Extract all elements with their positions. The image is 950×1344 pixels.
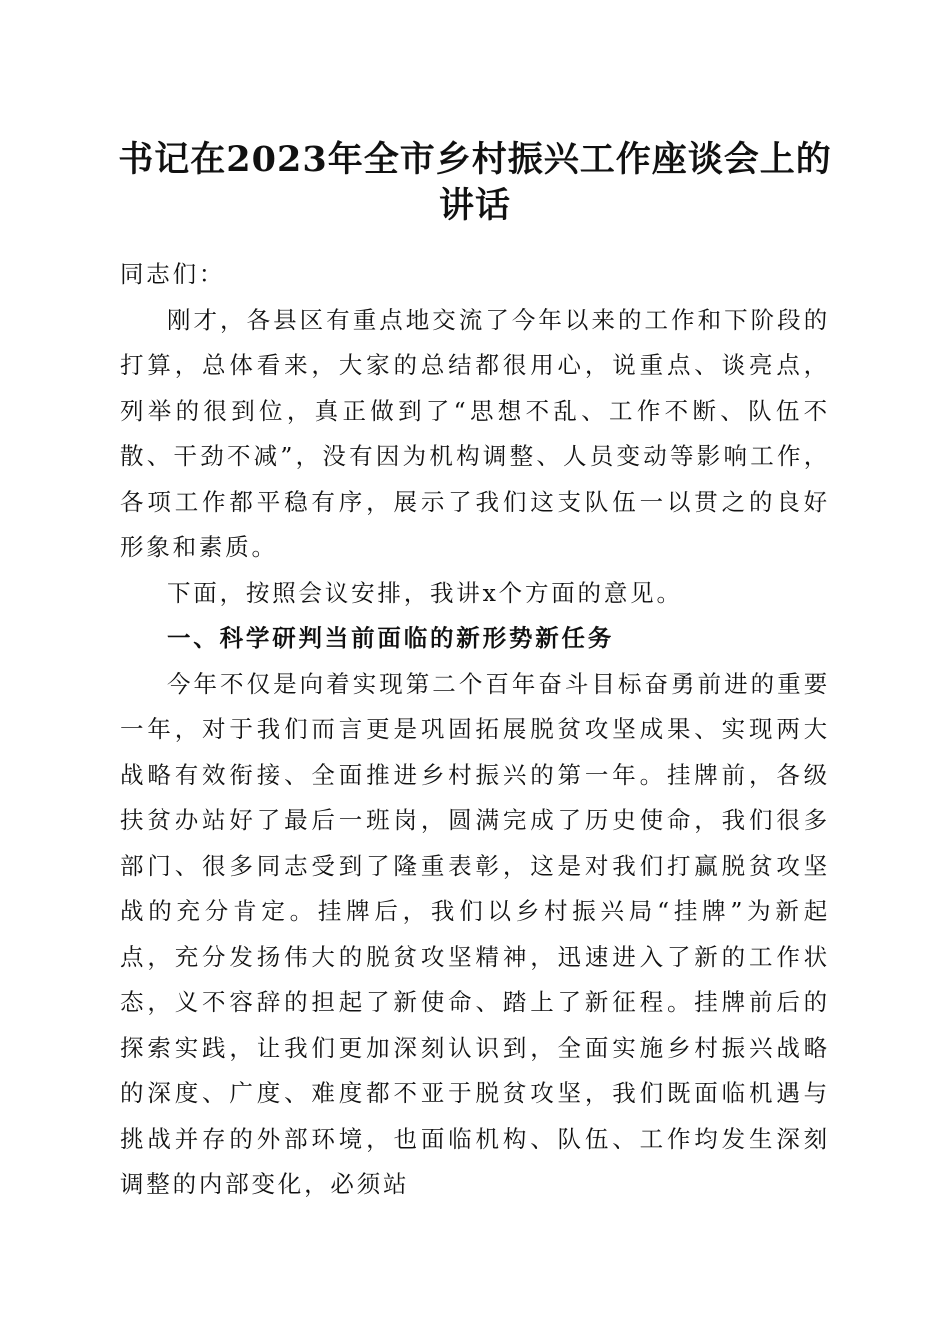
section-heading: 一、科学研判当前面临的新形势新任务 <box>167 624 615 652</box>
document-title-line-2: 讲话 <box>438 185 511 226</box>
paragraph-outline: 下面，按照会议安排，我讲x个方面的意见。 <box>167 578 683 607</box>
document-title-line-1: 书记在2023年全市乡村振兴工作座谈会上的 <box>118 139 832 180</box>
paragraph-opening: 刚才，各县区有重点地交流了今年以来的工作和下阶段的打算，总体看来，大家的总结都很用心，说重点、谈亮点，列举的很到位，真正做到了“思想不乱、工作不断、队伍不散、干劲不减”，没有因为机构调整、人员变动等影响工作，各项工作都平稳有序，展示了我们这支队伍一以贯之的良好形象和素质。 <box>120 305 830 561</box>
salutation: 同志们： <box>120 260 226 288</box>
paragraph-section-1: 今年不仅是向着实现第二个百年奋斗目标奋勇前进的重要一年，对于我们而言更是巩固拓展脱贫攻坚成果、实现两大战略有效衔接、全面推进乡村振兴的第一年。挂牌前，各级扶贫办站好了最后一班岗，圆满完成了历史使命，我们很多部门、很多同志受到了隆重表彰，这是对我们打赢脱贫攻坚战的充分肯定。挂牌后，我们以乡村振兴局“挂牌”为新起点，充分发扬伟大的脱贫攻坚精神，迅速进入了新的工作状态，义不容辞的担起了新使命、踏上了新征程。挂牌前后的探索实践，让我们更加深刻认识到，全面实施乡村振兴战略的深度、广度、难度都不亚于脱贫攻坚，我们既面临机遇与挑战并存的外部环境，也面临机构、队伍、工作均发生深刻调整的内部变化，必须站 <box>120 669 830 1198</box>
document-body <box>120 252 830 1208</box>
